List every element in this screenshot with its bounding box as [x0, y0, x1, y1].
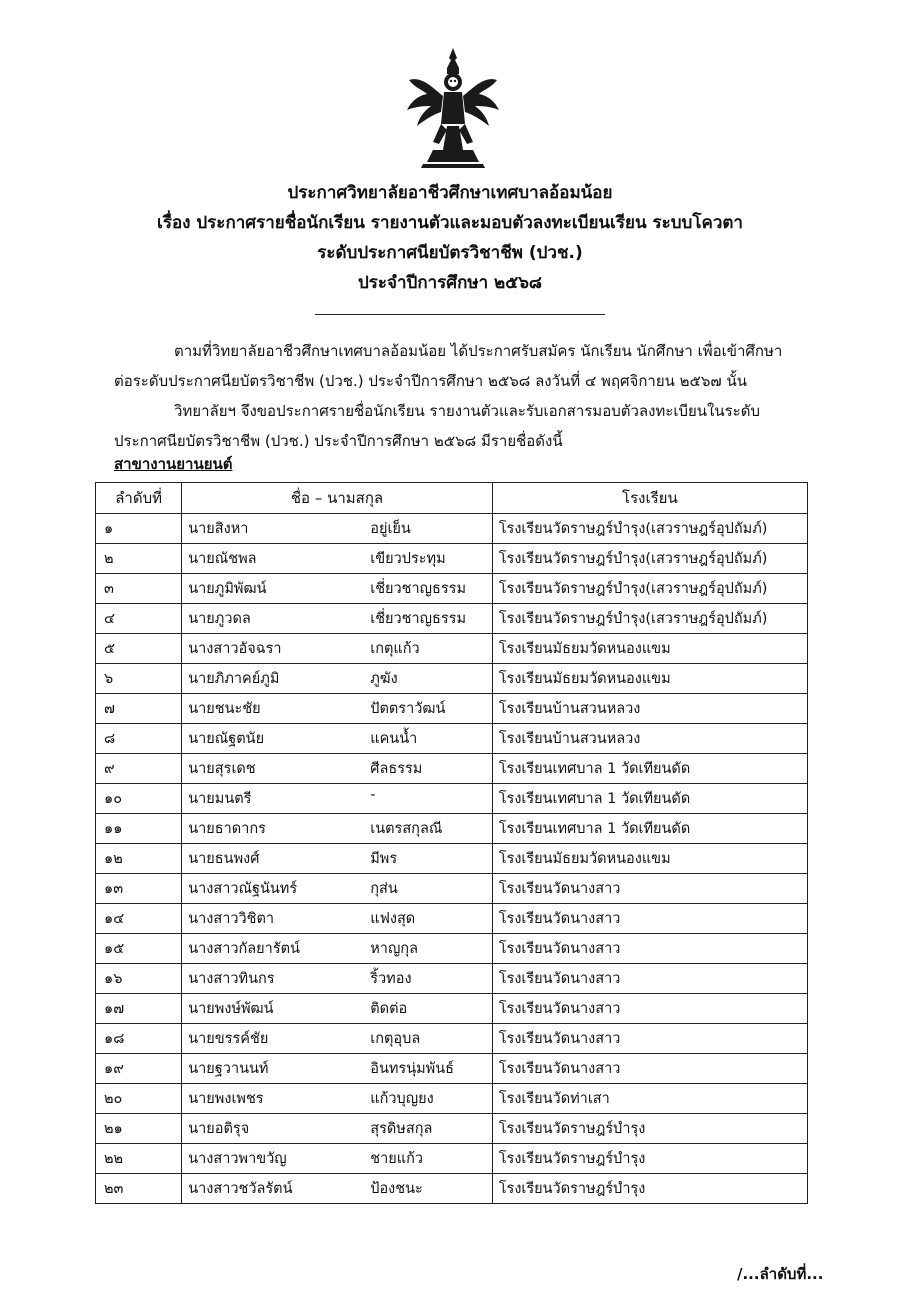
- row-number: ๑๔: [96, 904, 182, 934]
- table-row: [96, 1174, 808, 1204]
- first-name: นายณัชพล: [188, 551, 257, 567]
- title-line-4: ประจำปีการศึกษา ๒๕๖๘: [357, 273, 543, 293]
- row-number: ๒๒: [96, 1144, 182, 1174]
- row-number: ๑๖: [96, 964, 182, 994]
- row-name: [182, 1114, 493, 1144]
- last-name: เกตุอุบล: [370, 1031, 421, 1047]
- announcement-paragraph: [114, 396, 834, 456]
- row-name: [182, 1174, 493, 1204]
- row-name: [182, 814, 493, 844]
- row-name: [182, 874, 493, 904]
- row-number: ๙: [96, 754, 182, 784]
- first-name: นายขรรค์ชัย: [188, 1031, 269, 1047]
- last-name: ริ้วทอง: [370, 971, 412, 987]
- last-name: ติดต่อ: [370, 1001, 408, 1017]
- row-number: ๑๒: [96, 844, 182, 874]
- last-name: แก้วบุญยง: [370, 1091, 434, 1107]
- row-number: ๑๙: [96, 1054, 182, 1084]
- row-school: โรงเรียนวัดนางสาว: [492, 934, 807, 964]
- announcement-line-2: ประกาศนียบัตรวิชาชีพ (ปวช.) ประจำปีการศึกษา ๒๕๖๘ มีรายชื่อดังนี้: [114, 432, 563, 450]
- table-row: [96, 664, 808, 694]
- row-school: โรงเรียนวัดนางสาว: [492, 964, 807, 994]
- last-name: มีพร: [370, 851, 398, 867]
- row-number: ๒๐: [96, 1084, 182, 1114]
- row-number: ๑๓: [96, 874, 182, 904]
- last-name: ปัตตราวัฒน์: [370, 701, 446, 717]
- row-number: ๑๘: [96, 1024, 182, 1054]
- announcement-line-1: วิทยาลัยฯ จึงขอประกาศรายชื่อนักเรียน รายงานตัวและรับเอกสารมอบตัวลงทะเบียนในระดับ: [174, 402, 760, 420]
- row-school: โรงเรียนวัดราษฎร์บำรุง: [492, 1144, 807, 1174]
- header-name: ชื่อ – นามสกุล: [182, 483, 493, 514]
- row-number: ๑๗: [96, 994, 182, 1024]
- student-table: [95, 482, 808, 1204]
- row-name: [182, 964, 493, 994]
- table-row: [96, 514, 808, 544]
- last-name: เชี่ยวชาญธรรม: [370, 611, 467, 627]
- last-name: ภูฆัง: [370, 671, 398, 687]
- row-school: โรงเรียนวัดราษฎร์บำรุง(เสวราษฎร์อุปถัมภ์): [492, 544, 807, 574]
- row-school: โรงเรียนบ้านสวนหลวง: [492, 694, 807, 724]
- row-number: ๔: [96, 604, 182, 634]
- header-school: โรงเรียน: [492, 483, 807, 514]
- table-body: [96, 514, 808, 1204]
- table-row: [96, 634, 808, 664]
- title-divider: [315, 314, 605, 315]
- row-name: [182, 604, 493, 634]
- row-name: [182, 664, 493, 694]
- table-row: [96, 934, 808, 964]
- row-school: โรงเรียนวัดนางสาว: [492, 874, 807, 904]
- last-name: แคนน้ำ: [370, 731, 418, 747]
- title-line-2: เรื่อง ประกาศรายชื่อนักเรียน รายงานตัวและมอบตัวลงทะเบียนเรียน ระบบโควตา: [157, 213, 743, 233]
- table-row: [96, 814, 808, 844]
- table-row: [96, 1054, 808, 1084]
- last-name: ชายแก้ว: [370, 1151, 423, 1167]
- row-number: ๑๕: [96, 934, 182, 964]
- first-name: นายธาดากร: [188, 821, 266, 837]
- first-name: นายอติรุจ: [188, 1121, 250, 1137]
- table-row: [96, 574, 808, 604]
- first-name: นางสาวพาขวัญ: [188, 1151, 287, 1167]
- row-school: โรงเรียนวัดราษฎร์บำรุง: [492, 1114, 807, 1144]
- row-number: ๑๑: [96, 814, 182, 844]
- last-name: สุรดิษสกุล: [370, 1121, 433, 1137]
- first-name: นางสาวกัลยารัตน์: [188, 941, 300, 957]
- announcement-title: [0, 178, 900, 298]
- first-name: นางสาววิชิตา: [188, 911, 275, 927]
- row-name: [182, 904, 493, 934]
- row-school: โรงเรียนเทศบาล 1 วัดเทียนดัด: [492, 754, 807, 784]
- row-name: [182, 1144, 493, 1174]
- row-number: ๒: [96, 544, 182, 574]
- row-school: โรงเรียนมัธยมวัดหนองแขม: [492, 634, 807, 664]
- last-name: เขียวประทุม: [370, 551, 446, 567]
- first-name: นายภิภาคย์ภูมิ: [188, 671, 280, 687]
- first-name: นายภูมิพัฒน์: [188, 581, 267, 597]
- first-name: นางสาวณัฐนันทร์: [188, 881, 298, 897]
- row-school: โรงเรียนวัดราษฎร์บำรุง(เสวราษฎร์อุปถัมภ์): [492, 514, 807, 544]
- row-school: โรงเรียนวัดราษฎร์บำรุง(เสวราษฎร์อุปถัมภ์): [492, 574, 807, 604]
- first-name: นางสาวอัจฉรา: [188, 641, 282, 657]
- last-name: -: [370, 787, 376, 803]
- table-row: [96, 694, 808, 724]
- row-school: โรงเรียนบ้านสวนหลวง: [492, 724, 807, 754]
- row-name: [182, 544, 493, 574]
- table-row: [96, 844, 808, 874]
- first-name: นายภูวดล: [188, 611, 251, 627]
- last-name: เนตรสกุลณี: [370, 821, 443, 837]
- row-number: ๗: [96, 694, 182, 724]
- first-name: นายธนพงศ์: [188, 851, 260, 867]
- table-row: [96, 994, 808, 1024]
- first-name: นายชนะชัย: [188, 701, 261, 717]
- first-name: นายพงษ์พัฒน์: [188, 1001, 274, 1017]
- table-row: [96, 604, 808, 634]
- row-school: โรงเรียนวัดราษฎร์บำรุง: [492, 1174, 807, 1204]
- last-name: อินทรนุ่มพันธ์: [370, 1061, 455, 1077]
- table-row: [96, 724, 808, 754]
- last-name: ป้องชนะ: [370, 1181, 423, 1197]
- intro-paragraph: [114, 336, 834, 396]
- row-school: โรงเรียนมัธยมวัดหนองแขม: [492, 844, 807, 874]
- row-name: [182, 844, 493, 874]
- first-name: นายฐวานนท์: [188, 1061, 269, 1077]
- table-row: [96, 1024, 808, 1054]
- first-name: นายสุรเดช: [188, 761, 256, 777]
- row-name: [182, 634, 493, 664]
- table-row: [96, 904, 808, 934]
- row-school: โรงเรียนวัดราษฎร์บำรุง(เสวราษฎร์อุปถัมภ์): [492, 604, 807, 634]
- first-name: นายสิงหา: [188, 521, 249, 537]
- row-school: โรงเรียนเทศบาล 1 วัดเทียนดัด: [492, 814, 807, 844]
- row-name: [182, 994, 493, 1024]
- row-school: โรงเรียนมัธยมวัดหนองแขม: [492, 664, 807, 694]
- table-row: [96, 1084, 808, 1114]
- title-line-3: ระดับประกาศนียบัตรวิชาชีพ (ปวช.): [317, 243, 583, 263]
- table-row: [96, 754, 808, 784]
- row-number: ๕: [96, 634, 182, 664]
- row-number: ๖: [96, 664, 182, 694]
- row-number: ๓: [96, 574, 182, 604]
- row-name: [182, 694, 493, 724]
- first-name: นายมนตรี: [188, 791, 252, 807]
- row-name: [182, 1054, 493, 1084]
- row-school: โรงเรียนวัดนางสาว: [492, 904, 807, 934]
- garuda-emblem-icon: [403, 46, 503, 170]
- row-school: โรงเรียนเทศบาล 1 วัดเทียนดัด: [492, 784, 807, 814]
- header-no: ลำดับที่: [96, 483, 182, 514]
- row-school: โรงเรียนวัดนางสาว: [492, 994, 807, 1024]
- last-name: หาญกุล: [370, 941, 418, 957]
- row-name: [182, 754, 493, 784]
- last-name: กุส่น: [370, 881, 398, 897]
- row-number: ๑๐: [96, 784, 182, 814]
- last-name: ศีลธรรม: [370, 761, 423, 777]
- row-school: โรงเรียนวัดนางสาว: [492, 1054, 807, 1084]
- intro-line-2: ต่อระดับประกาศนียบัตรวิชาชีพ (ปวช.) ประจำปีการศึกษา ๒๕๖๘ ลงวันที่ ๔ พฤศจิกายน ๒๕๖๗ นั้น: [114, 372, 747, 390]
- row-name: [182, 934, 493, 964]
- table-row: [96, 784, 808, 814]
- table-row: [96, 544, 808, 574]
- row-number: ๒๓: [96, 1174, 182, 1204]
- last-name: แฟงสุด: [370, 911, 416, 927]
- section-title: สาขางานยานยนต์: [114, 455, 233, 473]
- table-row: [96, 1114, 808, 1144]
- last-name: เชี่ยวชาญธรรม: [370, 581, 467, 597]
- row-name: [182, 1024, 493, 1054]
- continuation-note: /...ลำดับที่...: [737, 1265, 824, 1283]
- row-name: [182, 784, 493, 814]
- first-name: นายณัฐตนัย: [188, 731, 265, 747]
- row-number: ๒๑: [96, 1114, 182, 1144]
- row-name: [182, 514, 493, 544]
- table-header-row: [96, 483, 808, 514]
- row-school: โรงเรียนวัดท่าเสา: [492, 1084, 807, 1114]
- first-name: นางสาวทินกร: [188, 971, 275, 987]
- first-name: นายพงเพชร: [188, 1091, 264, 1107]
- table-row: [96, 874, 808, 904]
- title-line-1: ประกาศวิทยาลัยอาชีวศึกษาเทศบาลอ้อมน้อย: [287, 183, 613, 203]
- table-row: [96, 1144, 808, 1174]
- table-row: [96, 964, 808, 994]
- row-number: ๑: [96, 514, 182, 544]
- row-number: ๘: [96, 724, 182, 754]
- row-name: [182, 1084, 493, 1114]
- row-school: โรงเรียนวัดนางสาว: [492, 1024, 807, 1054]
- row-name: [182, 724, 493, 754]
- last-name: อยู่เย็น: [370, 521, 411, 537]
- last-name: เกตุแก้ว: [370, 641, 420, 657]
- intro-line-1: ตามที่วิทยาลัยอาชีวศึกษาเทศบาลอ้อมน้อย ได้ประกาศรับสมัคร นักเรียน นักศึกษา เพื่อเข้าศึกษา: [174, 342, 783, 360]
- first-name: นางสาวชวัลรัตน์: [188, 1181, 293, 1197]
- row-name: [182, 574, 493, 604]
